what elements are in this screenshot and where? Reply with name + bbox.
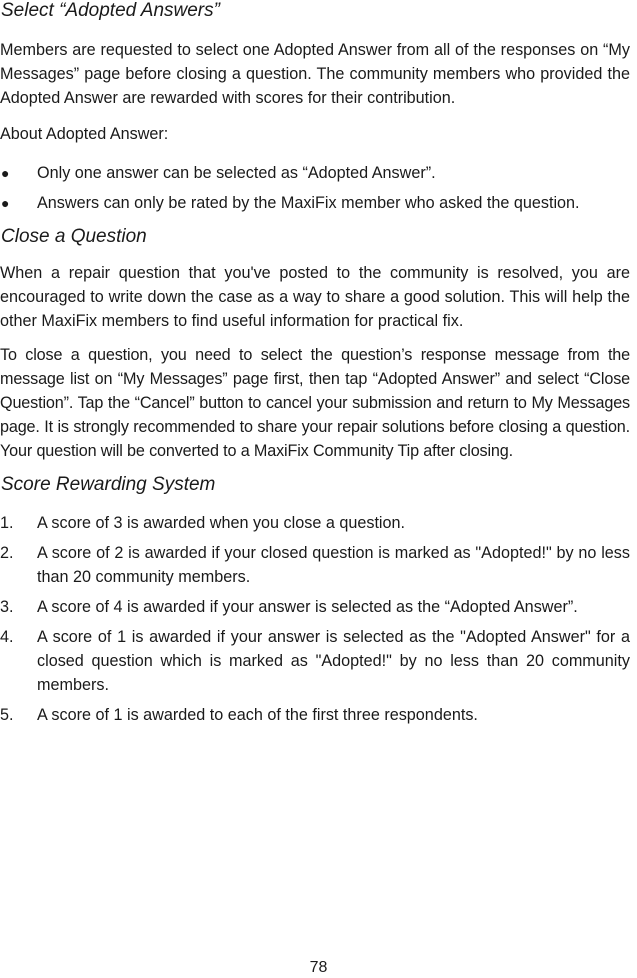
- list-item: [0, 625, 630, 697]
- bullet-text: Answers can only be rated by the MaxiFix member who asked the question.: [37, 194, 580, 212]
- bullet-marker: ●: [1, 165, 10, 181]
- item-text: A score of 1 is awarded to each of the first three respondents.: [37, 706, 478, 724]
- list-item: [0, 191, 630, 215]
- item-number: 2.: [0, 544, 14, 562]
- close-paragraph-2: To close a question, you need to select the question’s response message from the message list on “My Messages” page first, then tap “Adopted Answer” and select “Close Question”. Tap the “Cancel” button to cancel your submission and return to My Messages page. It is strongly recommended to share your repair solutions before closing a question. Your question will be converted to a MaxiFix Community Tip after closing.: [0, 346, 630, 460]
- item-number: 4.: [0, 628, 14, 646]
- list-item: [0, 161, 630, 185]
- adopted-intro-paragraph: Members are requested to select one Adopted Answer from all of the responses on “My Messages” page before closing a question. The community members who provided the Adopted Answer are rewarded with scores for their contribution.: [0, 41, 630, 107]
- item-text: A score of 3 is awarded when you close a question.: [37, 514, 406, 532]
- bullet-marker: ●: [1, 195, 10, 211]
- about-adopted-label: About Adopted Answer:: [0, 125, 169, 143]
- item-number: 1.: [0, 514, 14, 532]
- adopted-bullet-list: [0, 161, 630, 215]
- section-heading-close: Close a Question: [1, 226, 147, 247]
- list-item: [0, 511, 630, 535]
- item-number: 5.: [0, 706, 14, 724]
- close-paragraph-1: When a repair question that you've posted to the community is resolved, you are encouraged to write down the case as a way to share a good solution. This will help the other MaxiFix members to find useful information for practical fix.: [0, 264, 630, 330]
- list-item: [0, 703, 630, 727]
- item-text: A score of 1 is awarded if your answer is selected as the "Adopted Answer" for a closed question which is marked as "Adopted!" by no less than 20 community members.: [37, 628, 630, 694]
- section-heading-adopted: Select “Adopted Answers”: [1, 0, 220, 21]
- page-number: 78: [309, 959, 328, 976]
- list-item: [0, 541, 630, 589]
- score-numbered-list: [0, 511, 630, 727]
- bullet-text: Only one answer can be selected as “Adopted Answer”.: [37, 164, 436, 182]
- item-number: 3.: [0, 598, 14, 616]
- section-heading-score: Score Rewarding System: [1, 474, 216, 495]
- list-item: [0, 595, 630, 619]
- item-text: A score of 4 is awarded if your answer is selected as the “Adopted Answer”.: [37, 598, 578, 616]
- item-text: A score of 2 is awarded if your closed question is marked as "Adopted!" by no less than 20 community members.: [37, 544, 630, 586]
